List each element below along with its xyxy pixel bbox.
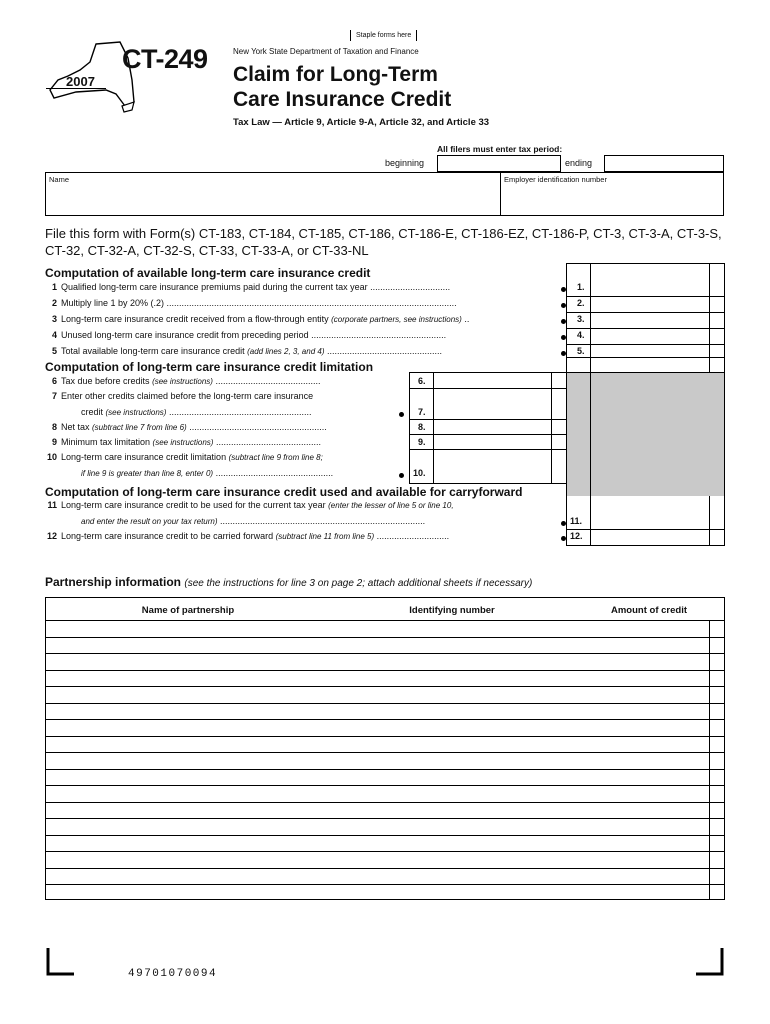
- line-7-amount-field[interactable]: [434, 404, 551, 419]
- corner-mark-icon: [696, 948, 724, 976]
- corner-mark-icon: [46, 948, 74, 976]
- line-7-text: Enter other credits claimed before the long-term care insurance: [61, 391, 314, 401]
- form-title: [233, 62, 451, 112]
- line-7-note: (see instructions): [105, 408, 167, 417]
- line-5-text: Total available long-term care insurance credit: [61, 346, 248, 356]
- line-12-box-label: 12.: [570, 531, 583, 541]
- table-row[interactable]: [45, 884, 725, 885]
- grid-line: [566, 263, 567, 545]
- line-2: 2 Multiply line 1 by 20% (.2) ....................................................................................................................: [45, 298, 457, 308]
- line-6-note: (see instructions): [152, 377, 213, 386]
- line-3-amount-field[interactable]: [591, 313, 709, 328]
- table-row[interactable]: [45, 752, 725, 753]
- line-7: [45, 391, 313, 401]
- line-6-amount-field[interactable]: [434, 373, 551, 388]
- line-9-text: Minimum tax limitation: [61, 437, 153, 447]
- line-12-amount-field[interactable]: [591, 530, 709, 545]
- grid-line: [709, 263, 710, 372]
- form-year: 2007: [66, 74, 95, 89]
- line-8-text: Net tax: [61, 422, 93, 432]
- grid-line: [566, 263, 725, 264]
- line-2-amount-field[interactable]: [591, 297, 709, 312]
- section-available-credit-heading: Computation of available long-term care insurance credit: [45, 266, 371, 280]
- period-ending-label: ending: [565, 158, 593, 168]
- line-9: 9 Minimum tax limitation (see instructions) ..........................................: [45, 437, 321, 447]
- table-row[interactable]: [45, 703, 725, 704]
- table-row[interactable]: [45, 653, 725, 654]
- name-label: Name: [49, 175, 70, 184]
- line-10-note2: if line 9 is greater than line 8, enter 0): [81, 469, 214, 478]
- grid-line: [409, 483, 566, 484]
- line-7-box-label: 7.: [418, 407, 426, 417]
- line-3-text: Long-term care insurance credit received from a flow-through entity: [61, 314, 332, 324]
- line-1-box-label: 1.: [577, 282, 585, 292]
- table-row[interactable]: [45, 620, 725, 621]
- line-10-amount-field[interactable]: [434, 466, 551, 483]
- table-row[interactable]: [45, 785, 725, 786]
- line-2-box-label: 2.: [577, 298, 585, 308]
- line-3: 3 Long-term care insurance credit received from a flow-through entity (corporate partners, see instructions) ..: [45, 314, 469, 324]
- line-6-number: 6: [51, 376, 57, 386]
- line-11-note2: and enter the result on your tax return): [81, 517, 218, 526]
- grid-line: [409, 388, 566, 389]
- partnership-heading: [45, 575, 532, 589]
- line-10-note: (subtract line 9 from line 8;: [228, 453, 323, 462]
- line-10-box-label: 10.: [413, 468, 426, 478]
- bullet-icon: [399, 412, 404, 417]
- period-beginning-field[interactable]: [437, 155, 561, 172]
- table-row[interactable]: [45, 868, 725, 869]
- form-title-line1: Claim for Long-Term: [233, 63, 438, 86]
- line-11-note: (enter the lesser of line 5 or line 10,: [328, 501, 454, 510]
- bullet-icon: [399, 473, 404, 478]
- line-5-note: (add lines 2, 3, and 4): [247, 347, 325, 356]
- line-12-number: 12: [46, 531, 57, 541]
- line-5-number: 5: [51, 346, 57, 356]
- line-2-text: Multiply line 1 by 20% (.2): [61, 298, 165, 308]
- line-11-text: Long-term care insurance credit to be used for the current tax year: [61, 500, 329, 510]
- table-row[interactable]: [45, 802, 725, 803]
- period-ending-field[interactable]: [604, 155, 724, 172]
- period-beginning-label: beginning: [385, 158, 425, 168]
- line-3-note: (corporate partners, see instructions): [331, 315, 462, 324]
- line-11-number: 11: [47, 500, 57, 510]
- line-7-text2: credit: [81, 407, 106, 417]
- file-with-instructions: File this form with Form(s) CT-183, CT-184, CT-185, CT-186, CT-186-E, CT-186-EZ, CT-186-P, CT-3, CT-3-A, CT-3-S, CT-32, CT-32-A, CT-32-S, CT-33, CT-33-A, or CT-33-NL: [45, 226, 722, 258]
- line-11: [45, 500, 454, 510]
- section-credit-limitation-heading: Computation of long-term care insurance credit limitation: [45, 360, 374, 374]
- grid-line: [566, 372, 725, 373]
- form-number: CT-249: [122, 44, 208, 74]
- line-10-continued: if line 9 is greater than line 8, enter 0) ...............................................: [81, 468, 334, 478]
- line-2-number: 2: [51, 298, 57, 308]
- table-row[interactable]: [45, 736, 725, 737]
- column-header-id: Identifying number: [409, 605, 495, 616]
- grid-line: [724, 263, 725, 545]
- line-12: 12 Long-term care insurance credit to be carried forward (subtract line 11 from line 5) .............................: [46, 531, 450, 541]
- line-4-box-label: 4.: [577, 330, 585, 340]
- tax-period-heading: All filers must enter tax period:: [437, 144, 563, 154]
- line-11-box-label: 11.: [570, 516, 583, 526]
- partnership-title: Partnership information: [45, 575, 182, 589]
- line-8-box-label: 8.: [418, 422, 426, 432]
- line-7-number: 7: [51, 391, 57, 401]
- table-row[interactable]: [45, 670, 725, 671]
- line-11-amount-field[interactable]: [591, 513, 709, 529]
- column-header-amount: Amount of credit: [611, 605, 687, 616]
- line-5-box-label: 5.: [577, 346, 585, 356]
- line-4-text: Unused long-term care insurance credit from preceding period: [61, 330, 309, 340]
- grid-line: [709, 496, 710, 545]
- line-9-number: 9: [51, 437, 57, 447]
- line-3-box-label: 3.: [577, 314, 585, 324]
- form-title-line2: Care Insurance Credit: [233, 88, 452, 111]
- year-underline: [46, 88, 106, 89]
- table-row[interactable]: [45, 719, 725, 720]
- line-5: 5 Total available long-term care insurance credit (add lines 2, 3, and 4) ..............................................: [45, 346, 442, 356]
- line-8-note: (subtract line 7 from line 6): [92, 423, 187, 432]
- table-row[interactable]: [45, 769, 725, 770]
- line-10-text: Long-term care insurance credit limitation: [61, 452, 229, 462]
- line-11-continued: and enter the result on your tax return) ..................................................................................: [81, 516, 426, 526]
- line-10-number: 10: [46, 452, 57, 462]
- line-8-amount-field[interactable]: [434, 420, 551, 434]
- section-carryforward-heading: Computation of long-term care insurance credit used and available for carryforward: [45, 485, 523, 499]
- table-row[interactable]: [45, 818, 725, 819]
- line-9-box-label: 9.: [418, 437, 426, 447]
- partnership-table: [45, 597, 725, 900]
- table-row[interactable]: [45, 835, 725, 836]
- table-row[interactable]: [45, 851, 725, 852]
- line-6: 6 Tax due before credits (see instructions) ..........................................: [45, 376, 321, 386]
- line-1-number: 1: [51, 282, 57, 292]
- line-3-number: 3: [51, 314, 57, 324]
- table-row[interactable]: [45, 637, 725, 638]
- ein-divider: [500, 172, 501, 216]
- grid-line: [566, 357, 725, 358]
- line-12-text: Long-term care insurance credit to be carried forward: [61, 531, 276, 541]
- line-10: [45, 452, 323, 462]
- grid-line: [709, 620, 710, 900]
- ein-label: Employer identification number: [504, 175, 607, 184]
- line-4-amount-field[interactable]: [591, 329, 709, 344]
- line-6-box-label: 6.: [418, 376, 426, 386]
- line-8-number: 8: [51, 422, 57, 432]
- line-8: 8 Net tax (subtract line 7 from line 6) .......................................................: [45, 422, 327, 432]
- barcode-number: 49701070094: [128, 968, 218, 980]
- line-5-amount-field[interactable]: [591, 345, 709, 357]
- tax-law-reference: Tax Law — Article 9, Article 9-A, Article 32, and Article 33: [233, 117, 490, 128]
- partnership-note: (see the instructions for line 3 on page 2; attach additional sheets if necessary): [184, 578, 533, 589]
- line-9-note: (see instructions): [152, 438, 214, 447]
- line-12-note: (subtract line 11 from line 5): [275, 532, 375, 541]
- department-name: New York State Department of Taxation and Finance: [233, 47, 419, 56]
- grid-line: [409, 449, 566, 450]
- line-4-number: 4: [51, 330, 57, 340]
- column-header-name: Name of partnership: [141, 605, 235, 616]
- grid-line: [566, 545, 725, 546]
- line-9-amount-field[interactable]: [434, 435, 551, 449]
- staple-note: Staple forms here: [350, 30, 417, 41]
- line-7-continued: credit (see instructions) .........................................................: [81, 407, 312, 417]
- line-1-amount-field[interactable]: [591, 280, 709, 295]
- name-field[interactable]: [45, 172, 724, 216]
- line-1-text: Qualified long-term care insurance premiums paid during the current tax year: [61, 282, 368, 292]
- line-6-text: Tax due before credits: [61, 376, 153, 386]
- line-1: 1 Qualified long-term care insurance premiums paid during the current tax year ................................: [45, 282, 450, 292]
- line-4: 4 Unused long-term care insurance credit from preceding period ......................................................: [45, 330, 446, 340]
- table-row[interactable]: [45, 686, 725, 687]
